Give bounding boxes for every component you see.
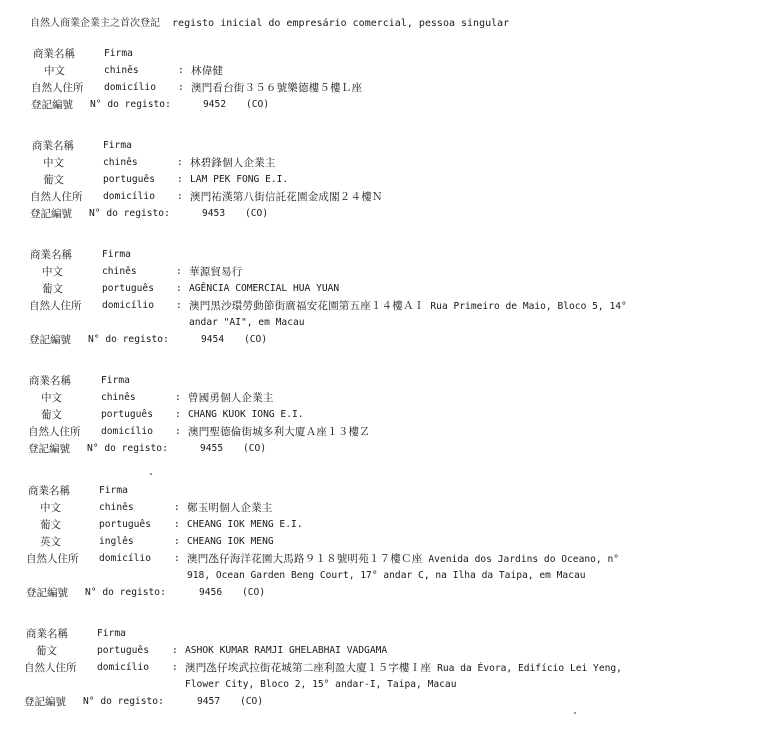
registo-co: (CO) [240,696,264,707]
colon: : [174,502,180,513]
registo-label-zh: 登記編號 [28,443,70,455]
colon: : [176,300,182,311]
domicilio-label-zh: 自然人住所 [26,553,79,565]
registo-co: (CO) [242,587,266,598]
firma-chines-value: 鄭玉明個人企業主 [187,502,273,514]
registo-label-pt: N° do registo: [85,587,166,598]
firma-portugues-value: LAM PEK FONG E.I. [190,174,289,185]
colon: : [175,426,181,437]
colon: : [176,283,182,294]
registo-number: 9456 [199,587,223,598]
registo-label-pt: N° do registo: [89,208,170,219]
domicilio-label-zh: 自然人住所 [31,82,84,94]
registo-label-zh: 登記編號 [31,99,73,111]
firma-label-pt: Firma [102,249,131,260]
domicilio-label-zh: 自然人住所 [24,662,77,674]
firma-chines-value: 華源貿易行 [189,266,243,278]
registo-number: 9457 [197,696,221,707]
firma-label-zh: 商業名稱 [32,140,74,152]
chines-label-zh: 中文 [40,502,61,514]
colon: : [177,174,183,185]
registo-label-pt: N° do registo: [87,443,168,454]
chines-label-pt: chinês [104,65,139,76]
registo-co: (CO) [246,99,270,110]
registo-co: (CO) [243,443,267,454]
chines-label-zh: 中文 [41,392,62,404]
firma-portugues-value: ASHOK KUMAR RAMJI GHELABHAI VADGAMA [185,645,388,656]
domicilio-value-pt: Avenida dos Jardins do Oceano, n° [428,554,620,565]
domicilio-value-zh: 澳門祐漢第八街信託花園金成閣２４樓Ｎ [190,191,383,203]
firma-chines-value: 林偉健 [191,65,224,77]
firma-portugues-value: CHEANG IOK MENG E.I. [187,519,303,530]
registo-label-pt: N° do registo: [83,696,164,707]
colon: : [174,536,180,547]
firma-label-zh: 商業名稱 [30,249,72,261]
header-title-pt: registo inicial do empresário comercial, pessoa singular [172,18,510,29]
colon: : [178,65,184,76]
firma-label-pt: Firma [99,485,128,496]
registo-label-zh: 登記編號 [26,587,68,599]
colon: : [176,266,182,277]
registo-number: 9454 [201,334,225,345]
registo-co: (CO) [244,334,268,345]
portugues-label-pt: português [99,519,151,530]
firma-ingles-value: CHEANG IOK MENG [187,536,274,547]
portugues-label-pt: português [103,174,155,185]
portugues-label-zh: 葡文 [40,519,61,531]
colon: : [172,662,178,673]
chines-label-zh: 中文 [43,157,64,169]
colon: : [177,191,183,202]
registo-number: 9452 [203,99,227,110]
colon: : [172,645,178,656]
portugues-label-pt: português [102,283,154,294]
domicilio-value-line2: andar "AI", em Macau [189,317,305,328]
firma-label-pt: Firma [104,48,133,59]
domicilio-label-zh: 自然人住所 [28,426,81,438]
portugues-label-zh: 葡文 [43,174,64,186]
domicilio-value-pt: Rua da Évora, Edifício Lei Yeng, [437,663,622,674]
registo-label-pt: N° do registo: [90,99,171,110]
registo-label-pt: N° do registo: [88,334,169,345]
portugues-label-zh: 葡文 [36,645,57,657]
domicilio-value-line2: Flower City, Bloco 2, 15° andar-I, Taipa, Macau [185,679,457,690]
chines-label-pt: chinês [102,266,137,277]
scan-speck [150,473,152,475]
portugues-label-pt: português [97,645,149,656]
registo-label-zh: 登記編號 [30,208,72,220]
chines-label-pt: chinês [101,392,136,403]
firma-label-pt: Firma [103,140,132,151]
colon: : [174,553,180,564]
colon: : [174,519,180,530]
domicilio-value-zh: 澳門氹仔埃武拉街花城第二座利盈大廈１５字樓Ｉ座 [185,662,432,674]
firma-label-zh: 商業名稱 [29,375,71,387]
domicilio-value-zh: 澳門氹仔海洋花園大馬路９１８號明苑１７樓Ｃ座 [187,553,423,565]
domicilio-label-pt: domicílio [104,82,156,93]
domicilio-label-pt: domicílio [97,662,149,673]
document-header [30,14,509,29]
domicilio-label-pt: domicílio [99,553,151,564]
domicilio-value-zh: 澳門聖德倫街城多利大廈Ａ座１３樓Ｚ [188,426,370,438]
domicilio-label-zh: 自然人住所 [30,191,83,203]
domicilio-label-pt: domicílio [102,300,154,311]
firma-chines-value: 林碧鋒個人企業主 [190,157,276,169]
firma-label-zh: 商業名稱 [28,485,70,497]
domicilio-value-pt: Rua Primeiro de Maio, Bloco 5, 14° [430,301,627,312]
colon: : [175,409,181,420]
header-title-zh: 自然人商業企業主之首次登記 [30,18,160,29]
firma-label-pt: Firma [101,375,130,386]
registo-number: 9453 [202,208,226,219]
portugues-label-zh: 葡文 [42,283,63,295]
domicilio-value-line2: 918, Ocean Garden Beng Court, 17° andar C, na Ilha da Taipa, em Macau [187,570,586,581]
firma-label-pt: Firma [97,628,126,639]
registo-label-zh: 登記編號 [24,696,66,708]
firma-portugues-value: AGÊNCIA COMERCIAL HUA YUAN [189,283,340,294]
ingles-label-pt: inglês [99,536,134,547]
colon: : [177,157,183,168]
domicilio-value-zh: 澳門看台街３５６號樂德樓５樓Ｌ座 [191,82,363,94]
portugues-label-zh: 葡文 [41,409,62,421]
colon: : [178,82,184,93]
scan-speck [574,712,576,714]
colon: : [175,392,181,403]
registo-co: (CO) [245,208,269,219]
domicilio-value-zh: 澳門黑沙環勞動節街廣福安花園第五座１４樓ＡＩ [189,300,425,312]
firma-portugues-value: CHANG KUOK IONG E.I. [188,409,304,420]
chines-label-pt: chinês [103,157,138,168]
registo-label-zh: 登記編號 [29,334,71,346]
portugues-label-pt: português [101,409,153,420]
firma-chines-value: 曾國勇個人企業主 [188,392,274,404]
firma-label-zh: 商業名稱 [33,48,75,60]
firma-label-zh: 商業名稱 [26,628,68,640]
domicilio-label-pt: domicílio [103,191,155,202]
domicilio-label-zh: 自然人住所 [29,300,82,312]
ingles-label-zh: 英文 [40,536,61,548]
registo-number: 9455 [200,443,224,454]
chines-label-zh: 中文 [44,65,65,77]
domicilio-label-pt: domicílio [101,426,153,437]
chines-label-pt: chinês [99,502,134,513]
chines-label-zh: 中文 [42,266,63,278]
